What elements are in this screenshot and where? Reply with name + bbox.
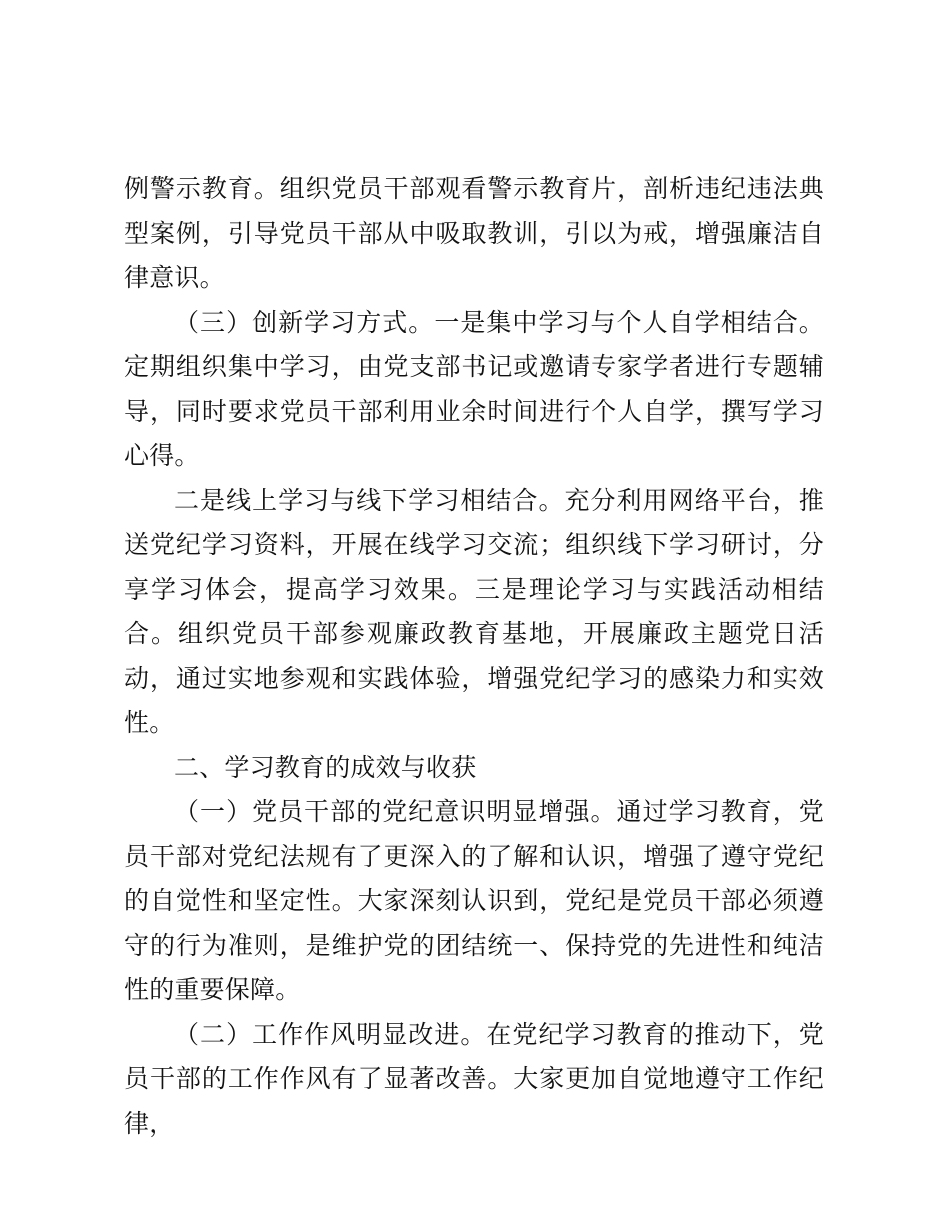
paragraph-work-style-improvement: （二）工作作风明显改进。在党纪学习教育的推动下，党员干部的工作作风有了显著改善。大家更加自觉地遵守工作纪律， <box>124 1019 824 1138</box>
section-heading-results: 二、学习教育的成效与收获 <box>174 752 477 782</box>
document-body <box>124 167 824 1146</box>
paragraph-case-warning-education: 例警示教育。组织党员干部观看警示教育片，剖析违纪违法典型案例，引导党员干部从中吸取教训，引以为戒，增强廉洁自律意识。 <box>124 174 824 292</box>
paragraph-innovate-learning-methods: （三）创新学习方式。一是集中学习与个人自学相结合。定期组织集中学习，由党支部书记或邀请专家学者进行专题辅导，同时要求党员干部利用业余时间进行个人自学，撰写学习心得。 <box>124 307 824 470</box>
paragraph-discipline-awareness: （一）党员干部的党纪意识明显增强。通过学习教育，党员干部对党纪法规有了更深入的了解和认识，增强了遵守党纪的自觉性和坚定性。大家深刻认识到，党纪是党员干部必须遵守的行为准则，是维护党的团结统一、保持党的先进性和纯洁性的重要保障。 <box>124 797 824 1004</box>
paragraph-online-offline-learning: 二是线上学习与线下学习相结合。充分利用网络平台，推送党纪学习资料，开展在线学习交流；组织线下学习研讨，分享学习体会，提高学习效果。三是理论学习与实践活动相结合。组织党员干部参观廉政教育基地，开展廉政主题党日活动，通过实地参观和实践体验，增强党纪学习的感染力和实效性。 <box>124 485 824 737</box>
